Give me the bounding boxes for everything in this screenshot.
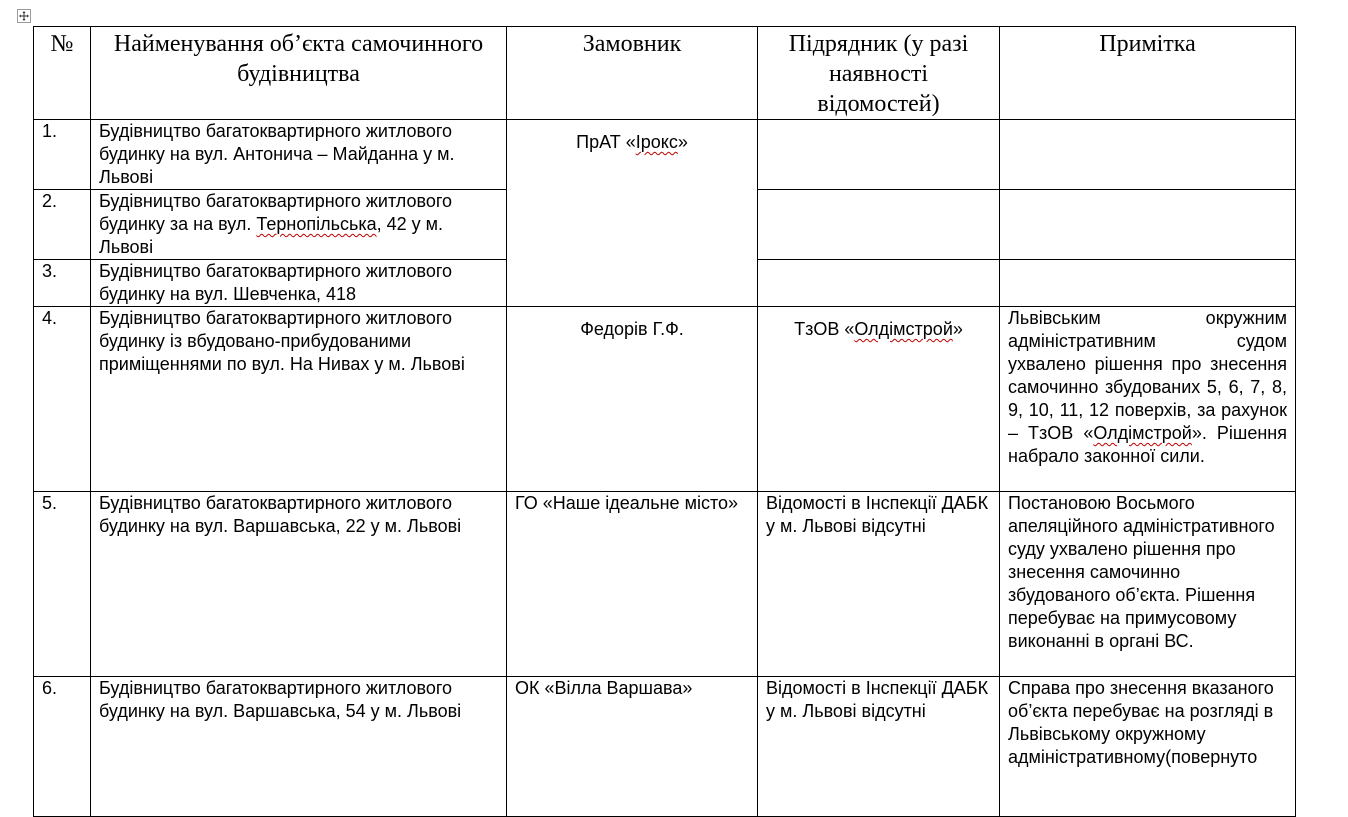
note-cell	[1000, 307, 1296, 492]
note-cell: Справа про знесення вказаного об’єкта перебуває на розгляді в Львівському окружному адміністративному(повернуто	[1000, 677, 1296, 817]
contractor-cell	[758, 120, 1000, 190]
row-number: 5.	[34, 492, 91, 677]
spellcheck-word: Олдімстрой	[1093, 423, 1192, 443]
note-text-end: ». Рішення набрало законної сили.	[1008, 423, 1287, 466]
object-name: Будівництво багатоквартирного житлового будинку на вул. Антонича – Майданна у м. Львові	[91, 120, 507, 190]
contractor-cell	[758, 307, 1000, 492]
customer-cell: ГО «Наше ідеальне місто»	[507, 492, 758, 677]
spellcheck-word: Олдімстрой	[854, 319, 953, 339]
spellcheck-word: Ірокс	[635, 132, 678, 152]
table-row	[34, 307, 1296, 492]
note-cell	[1000, 190, 1296, 260]
header-customer: Замовник	[507, 27, 758, 120]
contractor-text: ТзОВ «	[794, 319, 855, 339]
customer-text: Федорів Г.Ф.	[580, 319, 684, 339]
move-arrows-icon	[19, 11, 29, 21]
customer-cell: ОК «Вілла Варшава»	[507, 677, 758, 817]
object-name-text-end: , 42 у м. Львові	[99, 214, 444, 257]
customer-cell	[507, 120, 758, 307]
header-contractor: Підрядник (у разі наявності відомостей)	[758, 27, 1000, 120]
contractor-cell	[758, 260, 1000, 307]
table-row	[34, 492, 1296, 677]
table-row	[34, 677, 1296, 817]
note-text: Львівським окружним адміністративним судом ухвалено рішення про знесення самочинно збудованих 5, 6, 7, 8, 9, 10, 11, 12 поверхів, за рахунок – ТзОВ «	[1008, 308, 1287, 443]
header-note: Примітка	[1000, 27, 1296, 120]
contractor-cell: Відомості в Інспекції ДАБК у м. Львові відсутні	[758, 677, 1000, 817]
object-name: Будівництво багатоквартирного житлового будинку із вбудовано-прибудованими приміщеннями по вул. На Нивах у м. Львові	[91, 307, 507, 492]
row-number: 3.	[34, 260, 91, 307]
header-number: №	[34, 27, 91, 120]
customer-text: ПрАТ «	[576, 132, 636, 152]
contractor-cell	[758, 190, 1000, 260]
table-header-row	[34, 27, 1296, 120]
customer-cell	[507, 307, 758, 492]
object-name	[91, 190, 507, 260]
contractor-cell: Відомості в Інспекції ДАБК у м. Львові відсутні	[758, 492, 1000, 677]
objects-table	[33, 26, 1296, 817]
header-object-name: Найменування об’єкта самочинного будівництва	[91, 27, 507, 120]
object-name: Будівництво багатоквартирного житлового будинку на вул. Варшавська, 22 у м. Львові	[91, 492, 507, 677]
note-cell: Постановою Восьмого апеляційного адміністративного суду ухвалено рішення про знесення самочинно збудованого об’єкта. Рішення перебуває на примусовому виконанні в органі ВС.	[1000, 492, 1296, 677]
row-number: 4.	[34, 307, 91, 492]
object-name: Будівництво багатоквартирного житлового будинку на вул. Шевченка, 418	[91, 260, 507, 307]
contractor-text-end: »	[952, 319, 963, 339]
row-number: 1.	[34, 120, 91, 190]
object-name: Будівництво багатоквартирного житлового будинку на вул. Варшавська, 54 у м. Львові	[91, 677, 507, 817]
row-number: 2.	[34, 190, 91, 260]
row-number: 6.	[34, 677, 91, 817]
spellcheck-word: Тернопільська	[256, 214, 377, 234]
table-move-handle-icon[interactable]	[17, 9, 31, 23]
table-row	[34, 120, 1296, 190]
note-cell	[1000, 260, 1296, 307]
note-cell	[1000, 120, 1296, 190]
customer-text-end: »	[677, 132, 688, 152]
object-name-text: Будівництво багатоквартирного житлового будинку за на вул.	[99, 191, 453, 234]
